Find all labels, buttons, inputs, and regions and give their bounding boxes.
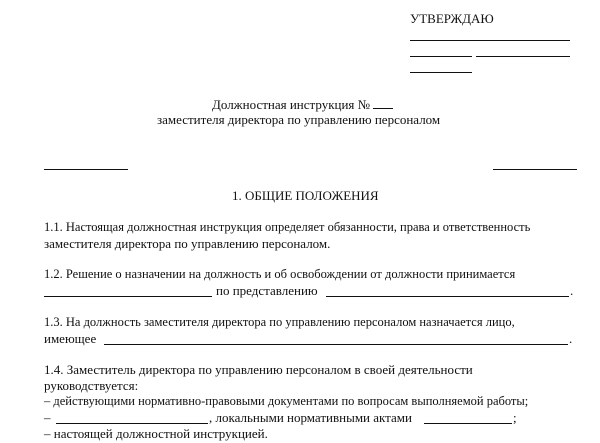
section-heading: 1. ОБЩИЕ ПОЛОЖЕНИЯ bbox=[232, 188, 379, 203]
appointing-authority-blank[interactable] bbox=[44, 296, 212, 297]
list-item-2-start: – bbox=[44, 410, 51, 425]
place-blank[interactable] bbox=[44, 169, 128, 170]
paragraph-1-1-line1: 1.1. Настоящая должностная инструкция определяет обязанности, права и ответственность bbox=[44, 220, 531, 234]
paragraph-1-2-line1: 1.2. Решение о назначении на должность и об освобождении от должности принимается bbox=[44, 267, 516, 281]
list-item-1: – действующими нормативно-правовыми документами по вопросам выполняемой работы; bbox=[44, 394, 529, 408]
paragraph-1-2-mid: по представлению bbox=[216, 283, 318, 298]
document-subtitle: заместителя директора по управлению персоналом bbox=[157, 112, 441, 127]
list-item-2-end: ; bbox=[513, 410, 517, 425]
document-number-blank[interactable] bbox=[373, 96, 393, 109]
approval-title: УТВЕРЖДАЮ bbox=[410, 11, 494, 26]
approval-blank-3[interactable] bbox=[410, 72, 472, 73]
date-blank[interactable] bbox=[493, 169, 577, 170]
list-item-3: – настоящей должностной инструкцией. bbox=[44, 426, 268, 441]
approval-blank-1[interactable] bbox=[410, 40, 570, 41]
recommender-blank[interactable] bbox=[326, 296, 569, 297]
document-title bbox=[212, 96, 393, 112]
paragraph-1-1-line2: заместителя директора по управлению персоналом. bbox=[44, 236, 331, 251]
paragraph-1-3-end: . bbox=[569, 331, 573, 346]
document-title-text: Должностная инструкция № bbox=[212, 97, 371, 112]
paragraph-1-4-line2: руководствуется: bbox=[44, 378, 139, 393]
approval-blank-2a[interactable] bbox=[410, 56, 472, 57]
regulations-blank[interactable] bbox=[56, 423, 208, 424]
local-acts-blank[interactable] bbox=[424, 423, 512, 424]
paragraph-1-3-line2-start: имеющее bbox=[44, 331, 97, 346]
paragraph-1-3-line1: 1.3. На должность заместителя директора по управлению персоналом назначается лицо, bbox=[44, 315, 515, 329]
list-item-2-mid: , локальными нормативными актами bbox=[209, 410, 412, 425]
paragraph-1-2-end: . bbox=[570, 283, 574, 298]
qualifications-blank[interactable] bbox=[104, 344, 568, 345]
approval-blank-2b[interactable] bbox=[476, 56, 570, 57]
paragraph-1-4-line1: 1.4. Заместитель директора по управлению персоналом в своей деятельности bbox=[44, 362, 473, 377]
